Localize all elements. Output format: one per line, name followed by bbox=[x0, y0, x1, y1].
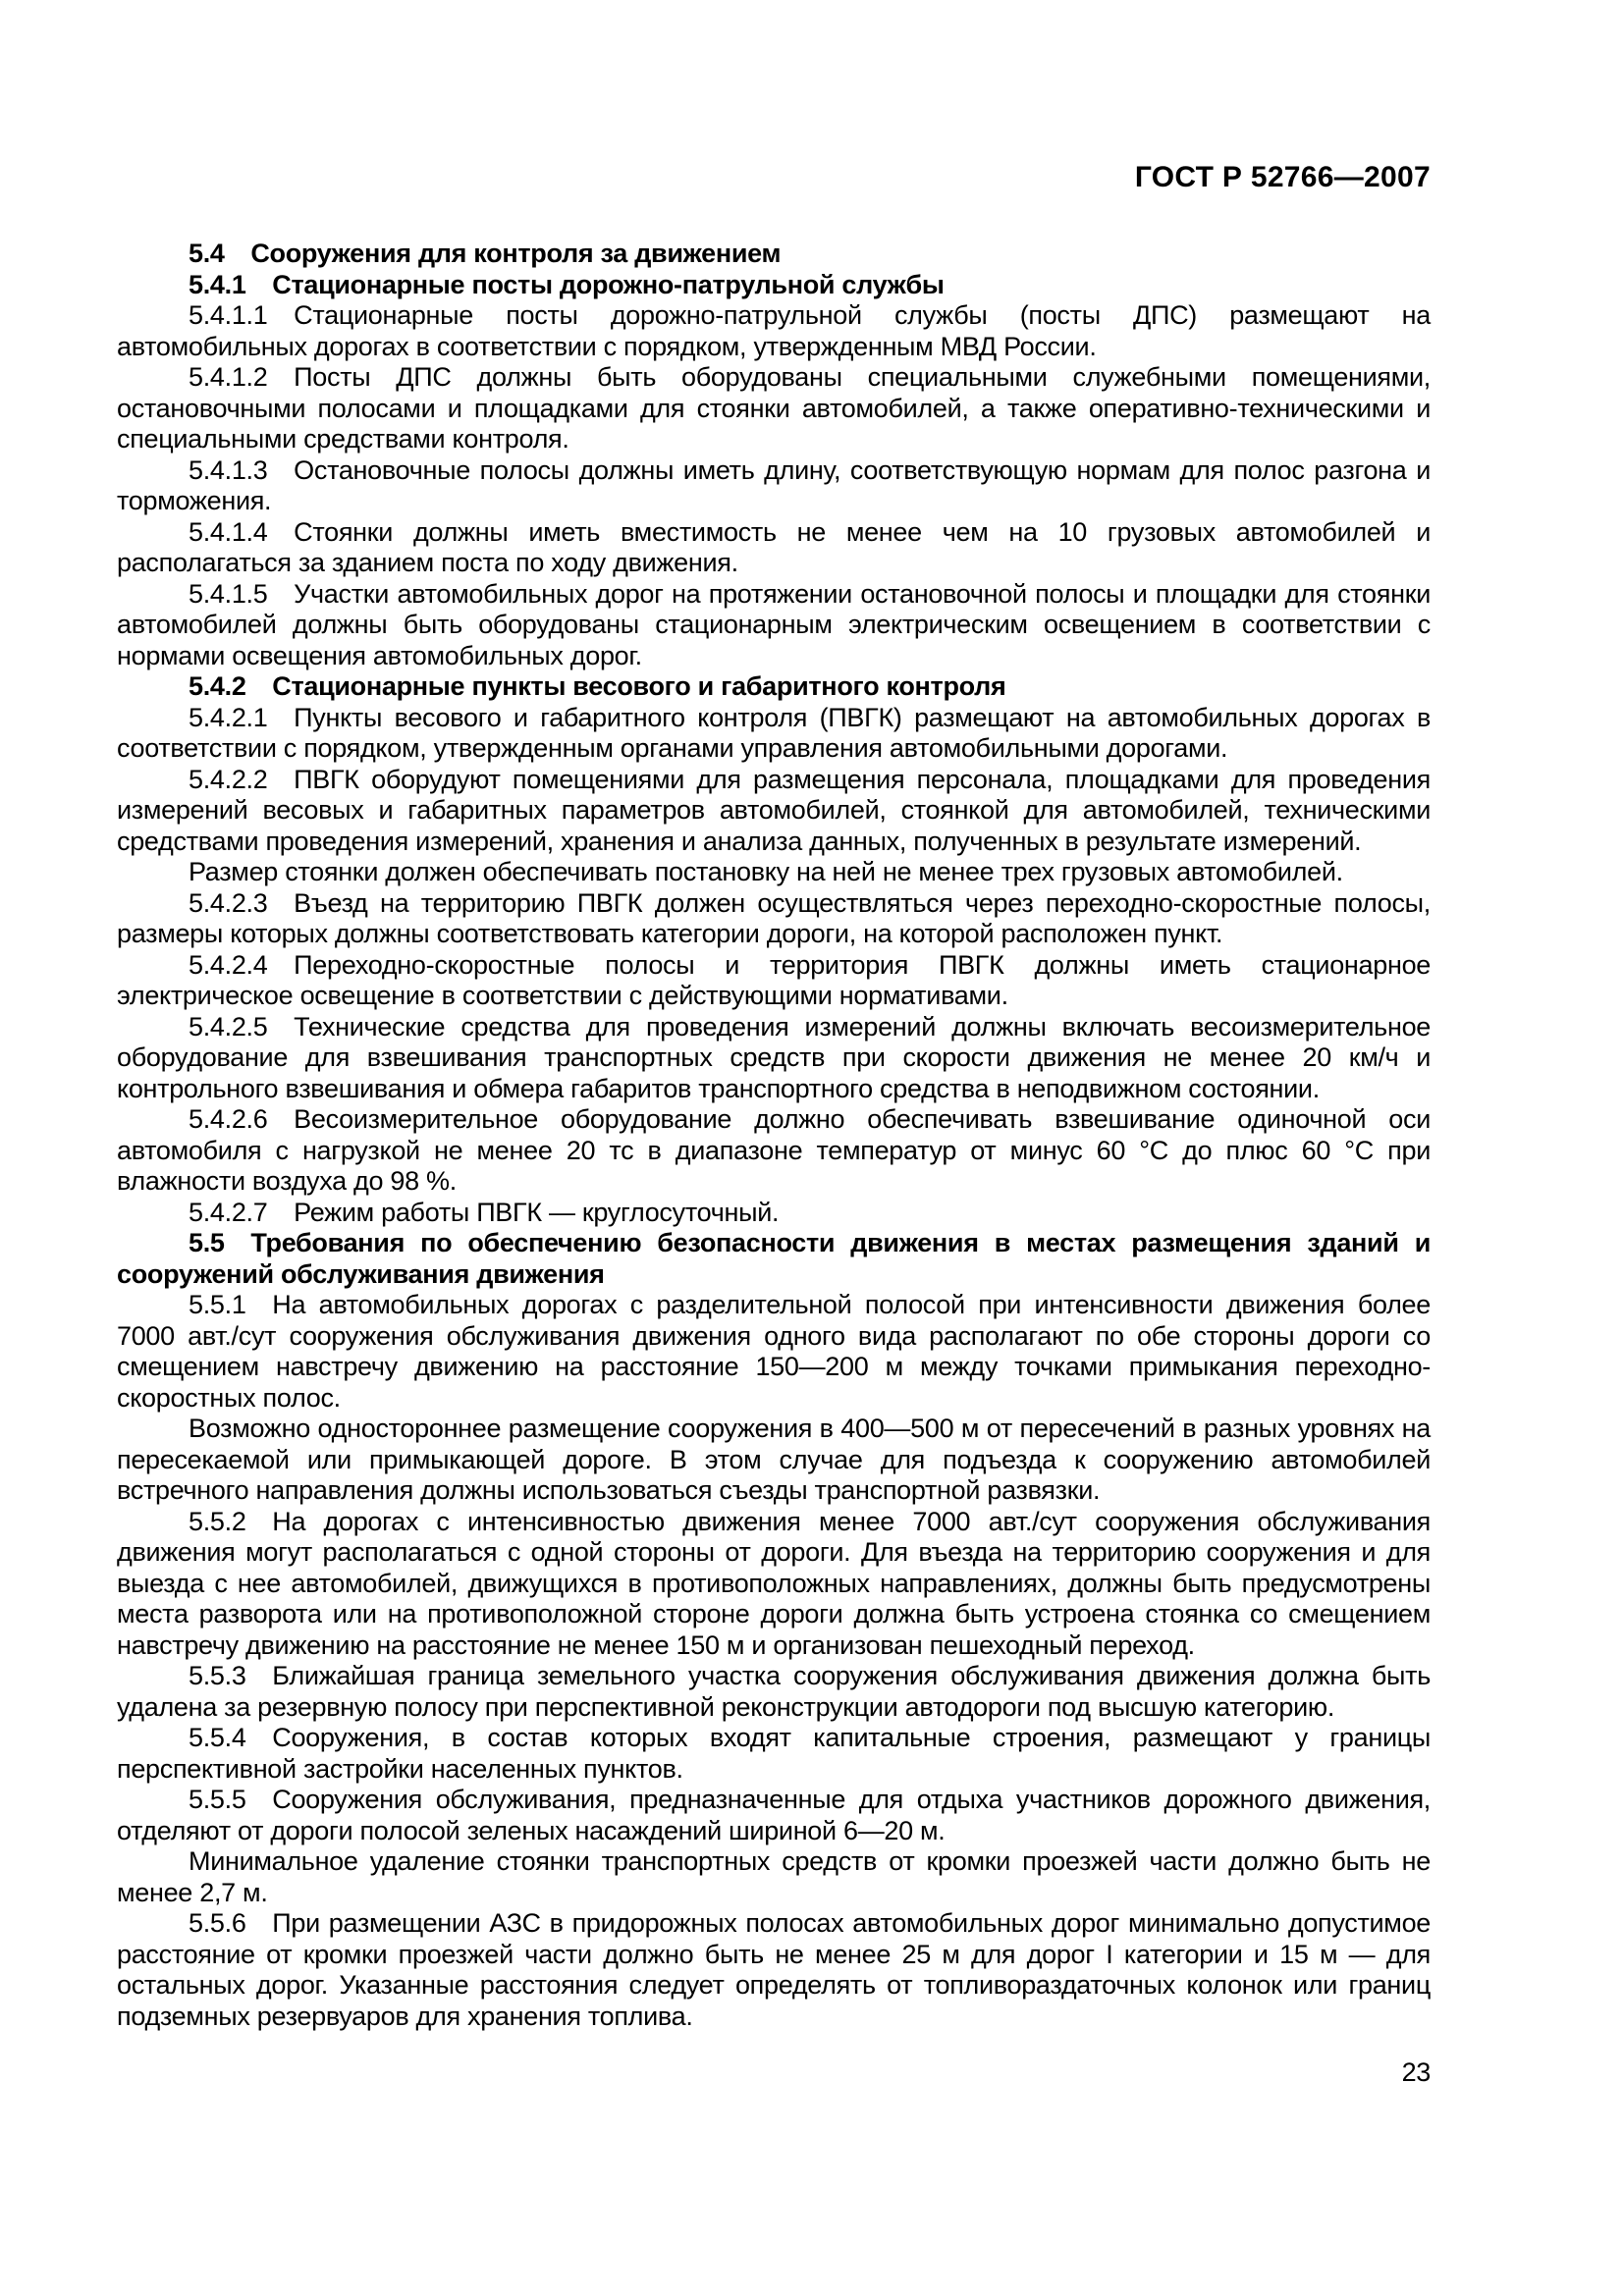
paragraph: 5.5.3 Ближайшая граница земельного участка сооружения обслуживания движения должна быть удалена за резервную полосу при перспективной реконструкции автодороги под высшую категорию. bbox=[117, 1661, 1431, 1722]
paragraph: 5.4.2.7 Режим работы ПВГК — круглосуточный. bbox=[189, 1197, 780, 1227]
page-number: 23 bbox=[1401, 2057, 1431, 2087]
paragraph: 5.4.2.4 Переходно-скоростные полосы и территория ПВГК должны иметь стационарное электрическое освещение в соответствии с действующими нормативами. bbox=[117, 949, 1431, 1010]
section-heading: 5.4.1 Стационарные посты дорожно-патрульной службы bbox=[189, 269, 945, 299]
paragraph: 5.4.1.3 Остановочные полосы должны иметь длину, соответствующую нормам для полос разгона и торможения. bbox=[117, 454, 1431, 515]
section-heading: 5.4.2 Стационарные пункты весового и габаритного контроля bbox=[189, 671, 1006, 701]
paragraph: 5.4.2.3 Въезд на территорию ПВГК должен осуществляться через переходно-скоростные полосы, размеры которых должны соответствовать категории дороги, на которой расположен пункт. bbox=[117, 887, 1431, 948]
paragraph: 5.4.1.4 Стоянки должны иметь вместимость не менее чем на 10 грузовых автомобилей и располагаться за зданием поста по ходу движения. bbox=[117, 516, 1431, 577]
section-heading: 5.4 Сооружения для контроля за движением bbox=[189, 239, 782, 268]
paragraph: Размер стоянки должен обеспечивать постановку на ней не менее трех грузовых автомобилей. bbox=[189, 857, 1343, 886]
paragraph: 5.4.2.1 Пункты весового и габаритного контроля (ПВГК) размещают на автомобильных дорогах в соответствии с порядком, утвержденным органами управления автомобильными дорогами. bbox=[117, 702, 1431, 763]
content-area bbox=[117, 239, 1431, 2032]
paragraph: 5.5.2 На дорогах с интенсивностью движения менее 7000 авт./сут сооружения обслуживания движения могут располагаться с одной стороны от дороги. Для въезда на территорию сооружения и для выезда с нее автомобилей, движущихся в противоположных направлениях, должны быть предусмотрены места разворота или на противоположной стороне дороги должна быть устроена стоянка со смещением навстречу движению на расстояние не менее 150 м и организован пешеходный переход. bbox=[117, 1506, 1431, 1660]
paragraph: 5.4.1.1 Стационарные посты дорожно-патрульной службы (посты ДПС) размещают на автомобильных дорогах в соответствии с порядком, утвержденным МВД России. bbox=[117, 300, 1431, 361]
paragraph: 5.5.5 Сооружения обслуживания, предназначенные для отдыха участников дорожного движения, отделяют от дороги полосой зеленых насаждений шириной 6—20 м. bbox=[117, 1785, 1431, 1845]
paragraph: 5.4.2.5 Технические средства для проведения измерений должны включать весоизмерительное оборудование для взвешивания транспортных средств при скорости движения не менее 20 км/ч и контрольного взвешивания и обмера габаритов транспортного средства в неподвижном состоянии. bbox=[117, 1011, 1431, 1103]
paragraph: 5.4.2.6 Весоизмерительное оборудование должно обеспечивать взвешивание одиночной оси автомобиля с нагрузкой не менее 20 тс в диапазоне температур от минус 60 °С до плюс 60 °С при влажности воздуха до 98 %. bbox=[117, 1104, 1431, 1196]
paragraph: 5.5.1 На автомобильных дорогах с разделительной полосой при интенсивности движения более 7000 авт./сут сооружения обслуживания движения одного вида располагают по обе стороны дороги со смещением навстречу движению на расстояние 150—200 м между точками примыкания переходно-скоростных полос. bbox=[117, 1290, 1431, 1413]
paragraph: 5.4.1.5 Участки автомобильных дорог на протяжении остановочной полосы и площадки для стоянки автомобилей должны быть оборудованы стационарным электрическим освещением в соответствии с нормами освещения автомобильных дорог. bbox=[117, 578, 1431, 670]
paragraph: 5.5.6 При размещении АЗС в придорожных полосах автомобильных дорог минимально допустимое расстояние от кромки проезжей части должно быть не менее 25 м для дорог I категории и 15 м — для остальных дорог. Указанные расстояния следует определять от топливораздаточных колонок или границ подземных резервуаров для хранения топлива. bbox=[117, 1908, 1431, 2031]
paragraph: 5.5.4 Сооружения, в состав которых входят капитальные строения, размещают у границы перспективной застройки населенных пунктов. bbox=[117, 1723, 1431, 1784]
standard-designation: ГОСТ Р 52766—2007 bbox=[1134, 161, 1431, 193]
document-body bbox=[117, 239, 1431, 2089]
paragraph: Минимальное удаление стоянки транспортных средств от кромки проезжей части должно быть не менее 2,7 м. bbox=[117, 1846, 1431, 1907]
section-heading: 5.5 Требования по обеспечению безопасности движения в местах размещения зданий и сооружений обслуживания движения bbox=[117, 1228, 1431, 1289]
paragraph: 5.4.2.2 ПВГК оборудуют помещениями для размещения персонала, площадками для проведения измерений весовых и габаритных параметров автомобилей, стоянкой для автомобилей, техническими средствами проведения измерений, хранения и анализа данных, полученных в результате измерений. bbox=[117, 764, 1431, 856]
paragraph: 5.4.1.2 Посты ДПС должны быть оборудованы специальными служебными помещениями, остановочными полосами и площадками для стоянки автомобилей, а также оперативно-техническими и специальными средствами контроля. bbox=[117, 362, 1431, 454]
paragraph: Возможно одностороннее размещение сооружения в 400—500 м от пересечений в разных уровнях на пересекаемой или примыкающей дороге. В этом случае для подъезда к сооружению автомобилей встречного направления должны использоваться съезды транспортной развязки. bbox=[117, 1414, 1431, 1505]
